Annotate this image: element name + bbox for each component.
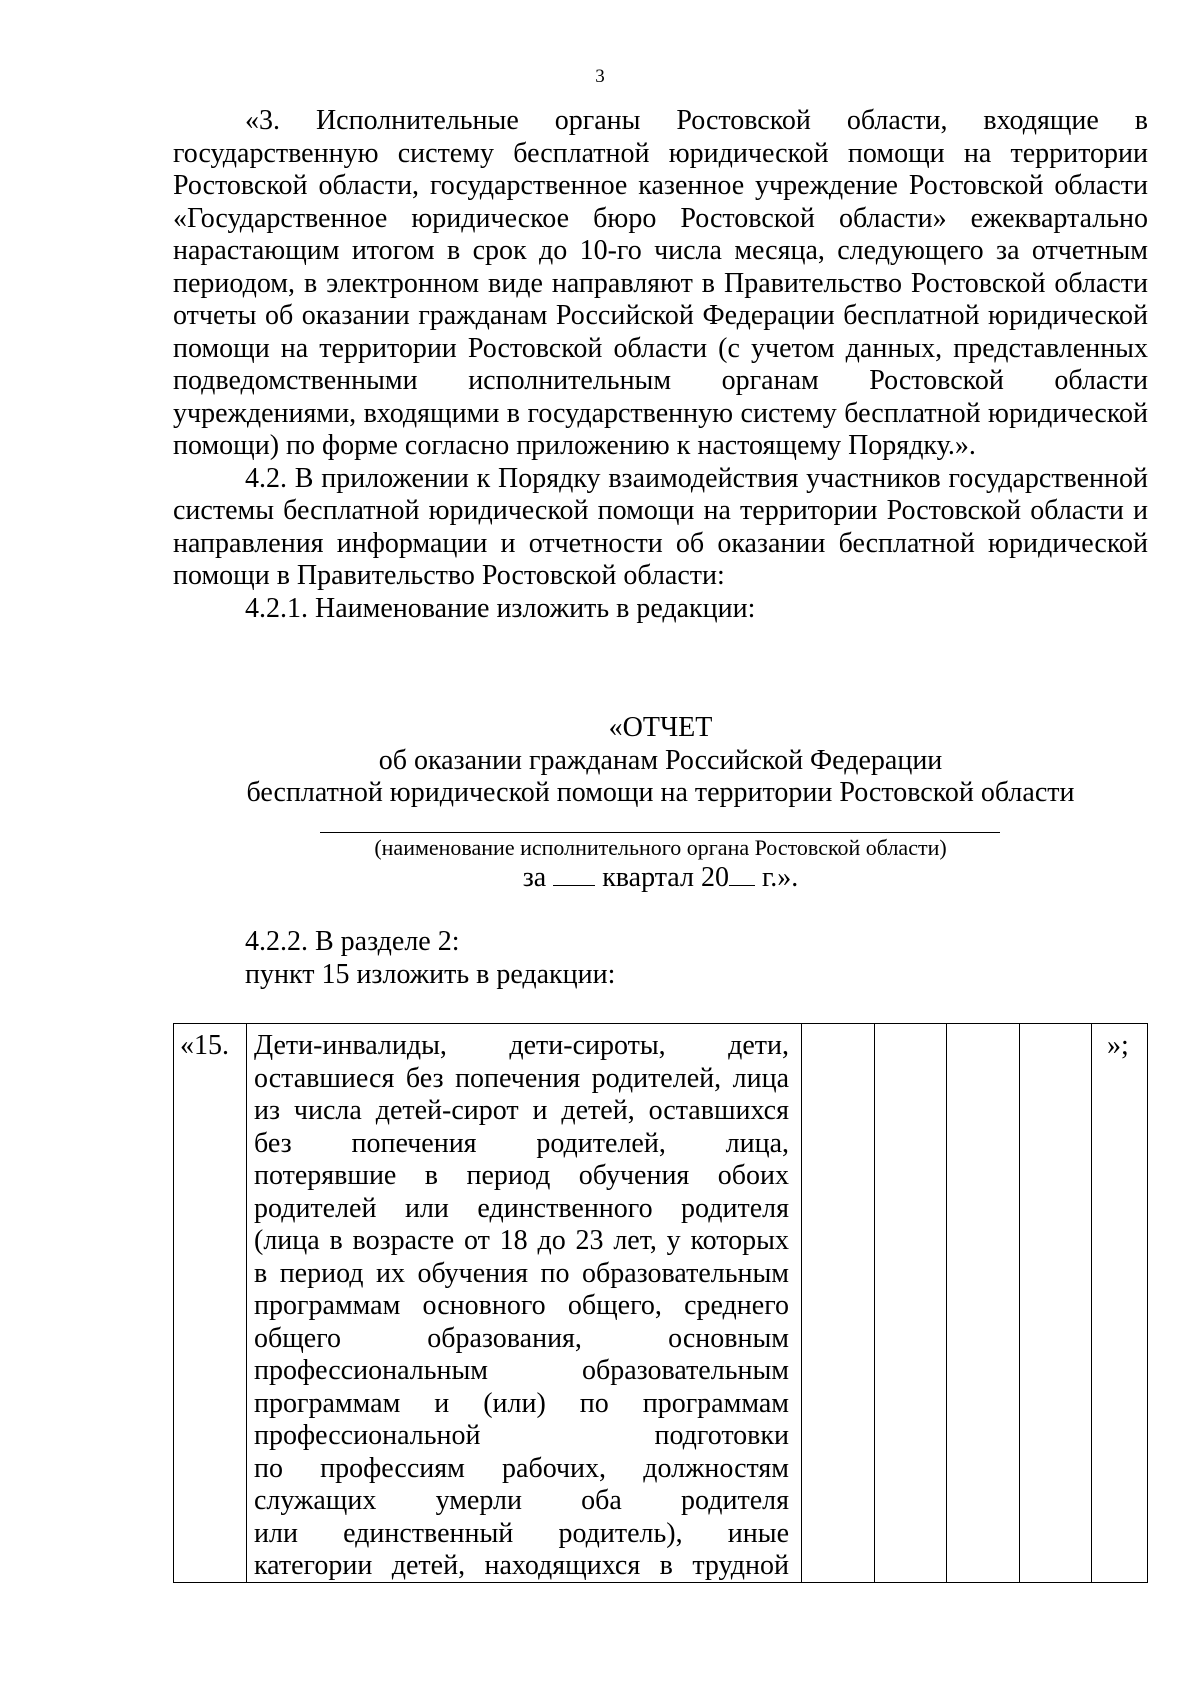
- year-blank: [729, 863, 755, 886]
- report-title-line-1: «ОТЧЕТ: [608, 712, 713, 743]
- table-row-text-line: программам и (или) по программам: [254, 1387, 789, 1419]
- paragraph-point-15: пункт 15 изложить в редакции:: [245, 958, 616, 990]
- table-row-text-line: (лица в возрасте от 18 до 23 лет, у которых: [254, 1225, 789, 1256]
- report-table: [173, 1023, 1148, 1583]
- report-title: [173, 712, 1148, 810]
- quarter-blank: [553, 863, 595, 886]
- table-row-text-line: оставшиеся без попечения родителей, лица: [254, 1062, 789, 1094]
- table-column-divider: [946, 1024, 947, 1582]
- paragraph-4-2: 4.2. В приложении к Порядку взаимодействия участников государственной системы бесплатной юридической помощи на территории Ростовской области и направления информации и отчетности об оказании бесплатной юридической помощи в Правительство Ростовской области:: [173, 462, 1148, 591]
- table-row-text-line: программам основного общего, среднего: [254, 1290, 789, 1321]
- organ-name-caption: (наименование исполнительного органа Ростовской области): [374, 835, 947, 860]
- paragraph-4-2-1: 4.2.1. Наименование изложить в редакции:: [245, 592, 756, 624]
- table-column-divider: [1019, 1024, 1020, 1582]
- table-row-text-line: Дети-инвалиды, дети-сироты, дети,: [254, 1030, 789, 1061]
- table-row-text-line: служащих умерли оба родителя: [254, 1485, 789, 1516]
- table-row-text-line: или единственный родитель), иные: [254, 1517, 789, 1549]
- quarter-label: квартал 20: [602, 862, 729, 893]
- report-title-line-2: об оказании гражданам Российской Федерации: [378, 744, 943, 776]
- body-text-top: [173, 105, 1148, 625]
- quarter-line: [173, 862, 1148, 895]
- table-closing-quote: »;: [1107, 1030, 1129, 1061]
- quarter-prefix: за: [522, 862, 547, 893]
- table-row-number: «15.: [180, 1030, 229, 1061]
- table-row-text-line: из числа детей-сирот и детей, оставшихся: [254, 1095, 789, 1126]
- table-row-text-line: потерявшие в период обучения обоих: [254, 1160, 789, 1191]
- table-row-text-line: родителей или единственного родителя: [254, 1192, 789, 1224]
- table-column-divider: [246, 1024, 247, 1582]
- organ-name-blank-line: [320, 832, 1000, 833]
- table-row-text-line: по профессиям рабочих, должностям: [254, 1452, 789, 1484]
- table-row-text-line: в период их обучения по образовательным: [254, 1257, 789, 1289]
- table-row-text-line: профессиональным образовательным: [254, 1355, 789, 1386]
- paragraph-4-2-2: 4.2.2. В разделе 2:: [245, 926, 460, 957]
- page-number: 3: [595, 66, 605, 87]
- table-row-text: [254, 1030, 789, 1583]
- table-row-text-line: без попечения родителей, лица,: [254, 1127, 789, 1159]
- quarter-suffix: г.».: [761, 862, 799, 893]
- table-row-text-line: общего образования, основным: [254, 1322, 789, 1354]
- table-column-divider: [1091, 1024, 1092, 1582]
- paragraph-item-3: «3. Исполнительные органы Ростовской области, входящие в государственную систему бесплатной юридической помощи на территории Ростовской области, государственное казенное учреждение Ростовской области «Государственное юридическое бюро Ростовской области» ежеквартально нарастающим итогом в срок до 10-го числа месяца, следующего за отчетным периодом, в электронном виде направляют в Правительство Ростовской области отчеты об оказании гражданам Российской Федерации бесплатной юридической помощи на территории Ростовской области (с учетом данных, представленных подведомственными исполнительным органам Ростовской области учреждениями, входящими в государственную систему бесплатной юридической помощи) по форме согласно приложению к настоящему Порядку.».: [173, 105, 1148, 461]
- table-column-divider: [874, 1024, 875, 1582]
- table-row-text-line: профессиональной подготовки: [254, 1420, 789, 1451]
- report-title-line-3: бесплатной юридической помощи на территории Ростовской области: [246, 777, 1075, 808]
- table-column-divider: [801, 1024, 802, 1582]
- table-row-text-line: категории детей, находящихся в трудной: [254, 1550, 789, 1581]
- section-text: [173, 926, 1148, 991]
